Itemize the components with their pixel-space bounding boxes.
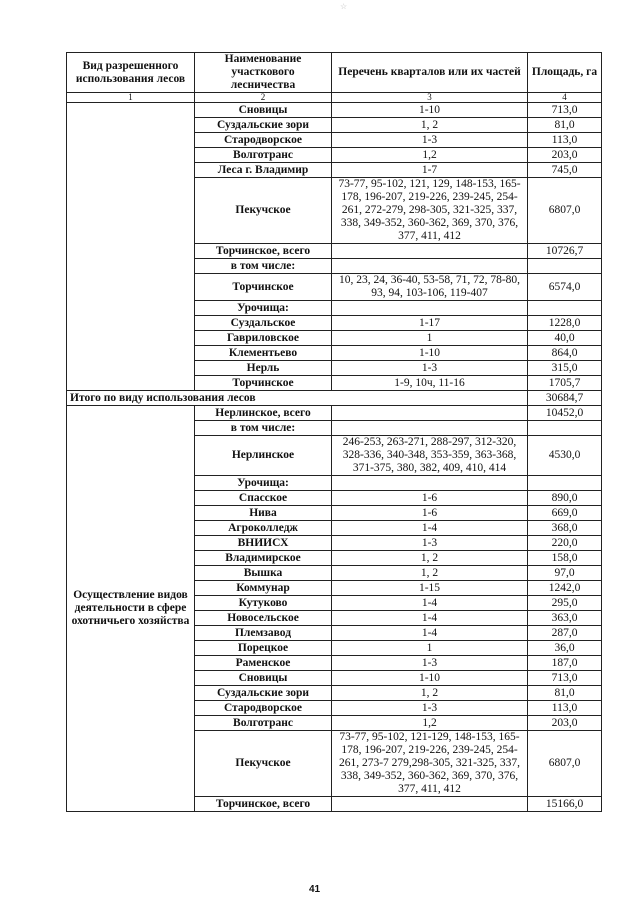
forestry-name: Суздальское [195,316,332,331]
quarters-list: 73-77, 95-102, 121-129, 148-153, 165-178, 196-207, 219-226, 239-245, 254-261, 273-7 279,298-305, 321-325, 337, 338, 349-352, 360-362, 369, 370, 376, 377, 411, 412 [332,731,528,797]
scan-mark: ☆ [340,2,348,11]
quarters-list: 1, 2 [332,118,528,133]
use-type-cell: Осуществление видов деятельности в сфере охотничьего хозяйства [67,406,195,812]
forestry-name: Спасское [195,491,332,506]
quarters-list: 246-253, 263-271, 288-297, 312-320, 328-336, 340-348, 353-359, 363-368, 371-375, 380, 382, 409, 410, 414 [332,436,528,476]
col-number: 1 [67,93,195,103]
area-value: 10726,7 [528,244,602,259]
quarters-list [332,406,528,421]
table-row [67,103,602,118]
total-label: Итого по виду использования лесов [67,391,528,406]
area-value [528,259,602,274]
forestry-name: в том числе: [195,259,332,274]
quarters-list: 1-15 [332,581,528,596]
forestry-name: Коммунар [195,581,332,596]
table-body [67,53,602,812]
column-numbers-row [67,93,602,103]
forestry-name: Нерль [195,361,332,376]
area-value: 40,0 [528,331,602,346]
use-type-cell [67,103,195,391]
forestry-name: Торчинское [195,376,332,391]
area-value: 81,0 [528,118,602,133]
forestry-name: Суздальские зори [195,118,332,133]
forestry-name: Пекучское [195,731,332,797]
area-value: 295,0 [528,596,602,611]
quarters-list: 1 [332,331,528,346]
area-value: 158,0 [528,551,602,566]
quarters-list: 1 [332,641,528,656]
area-value: 6807,0 [528,178,602,244]
forestry-name: Стародворское [195,701,332,716]
area-value [528,421,602,436]
quarters-list: 1, 2 [332,551,528,566]
forestry-name: Урочища: [195,301,332,316]
quarters-list: 1-3 [332,361,528,376]
area-value: 368,0 [528,521,602,536]
quarters-list: 1, 2 [332,686,528,701]
page-number: 41 [308,884,321,895]
area-value: 203,0 [528,716,602,731]
forestry-name: Стародворское [195,133,332,148]
forest-use-table [66,52,602,812]
quarters-list: 1-3 [332,133,528,148]
forestry-name: Волготранс [195,716,332,731]
forestry-name: Нива [195,506,332,521]
header-quarters: Перечень кварталов или их частей [332,53,528,93]
forestry-name: Сновицы [195,103,332,118]
forestry-name: Нерлинское, всего [195,406,332,421]
quarters-list [332,797,528,812]
area-value: 864,0 [528,346,602,361]
area-value: 890,0 [528,491,602,506]
area-value [528,476,602,491]
forestry-name: в том числе: [195,421,332,436]
table-row [67,406,602,421]
area-value: 97,0 [528,566,602,581]
forestry-name: Клементьево [195,346,332,361]
forestry-name: Гавриловское [195,331,332,346]
col-number: 4 [528,93,602,103]
area-value: 1228,0 [528,316,602,331]
area-value: 363,0 [528,611,602,626]
total-row [67,391,602,406]
area-value: 113,0 [528,701,602,716]
total-area: 30684,7 [528,391,602,406]
forestry-name: Кутуково [195,596,332,611]
forestry-name: Торчинское, всего [195,797,332,812]
forestry-name: Нерлинское [195,436,332,476]
quarters-list: 1-3 [332,536,528,551]
quarters-list: 1-4 [332,521,528,536]
area-value: 15166,0 [528,797,602,812]
area-value: 287,0 [528,626,602,641]
area-value: 203,0 [528,148,602,163]
header-area: Площадь, га [528,53,602,93]
forestry-name: Сновицы [195,671,332,686]
quarters-list [332,476,528,491]
area-value: 6807,0 [528,731,602,797]
quarters-list: 10, 23, 24, 36-40, 53-58, 71, 72, 78-80, 93, 94, 103-106, 119-407 [332,274,528,301]
quarters-list: 1-6 [332,491,528,506]
quarters-list: 1-4 [332,611,528,626]
area-value: 713,0 [528,103,602,118]
quarters-list: 1-3 [332,701,528,716]
area-value: 1242,0 [528,581,602,596]
forestry-name: Волготранс [195,148,332,163]
area-value: 4530,0 [528,436,602,476]
area-value: 745,0 [528,163,602,178]
quarters-list [332,244,528,259]
quarters-list: 1-4 [332,626,528,641]
forestry-name: Вышка [195,566,332,581]
forestry-name: Торчинское, всего [195,244,332,259]
area-value: 713,0 [528,671,602,686]
quarters-list: 1-4 [332,596,528,611]
quarters-list: 1-10 [332,346,528,361]
quarters-list: 1,2 [332,148,528,163]
forestry-name: Владимирское [195,551,332,566]
forestry-name: Торчинское [195,274,332,301]
quarters-list [332,421,528,436]
area-value: 81,0 [528,686,602,701]
quarters-list: 1-3 [332,656,528,671]
area-value: 36,0 [528,641,602,656]
quarters-list: 1,2 [332,716,528,731]
header-row [67,53,602,93]
forestry-name: Леса г. Владимир [195,163,332,178]
area-value: 669,0 [528,506,602,521]
forestry-name: ВНИИСХ [195,536,332,551]
area-value: 1705,7 [528,376,602,391]
header-forestry: Наименование участкового лесничества [195,53,332,93]
quarters-list: 1-10 [332,103,528,118]
area-value [528,301,602,316]
col-number: 2 [195,93,332,103]
area-value: 10452,0 [528,406,602,421]
forestry-name: Пекучское [195,178,332,244]
quarters-list: 1-9, 10ч, 11-16 [332,376,528,391]
col-number: 3 [332,93,528,103]
area-value: 315,0 [528,361,602,376]
forestry-name: Порецкое [195,641,332,656]
area-value: 113,0 [528,133,602,148]
forestry-name: Новосельское [195,611,332,626]
quarters-list: 1-17 [332,316,528,331]
quarters-list: 1-7 [332,163,528,178]
area-value: 187,0 [528,656,602,671]
quarters-list: 73-77, 95-102, 121, 129, 148-153, 165-178, 196-207, 219-226, 239-245, 254-261, 272-279, 298-305, 321-325, 337, 338, 349-352, 360-362, 369, 370, 376, 377, 411, 412 [332,178,528,244]
forestry-name: Урочища: [195,476,332,491]
area-value: 220,0 [528,536,602,551]
forestry-name: Суздальские зори [195,686,332,701]
quarters-list: 1-6 [332,506,528,521]
area-value: 6574,0 [528,274,602,301]
forestry-name: Агроколледж [195,521,332,536]
header-use: Вид разрешенного использования лесов [67,53,195,93]
forestry-name: Раменское [195,656,332,671]
forestry-name: Племзавод [195,626,332,641]
quarters-list [332,301,528,316]
quarters-list: 1-10 [332,671,528,686]
quarters-list [332,259,528,274]
quarters-list: 1, 2 [332,566,528,581]
